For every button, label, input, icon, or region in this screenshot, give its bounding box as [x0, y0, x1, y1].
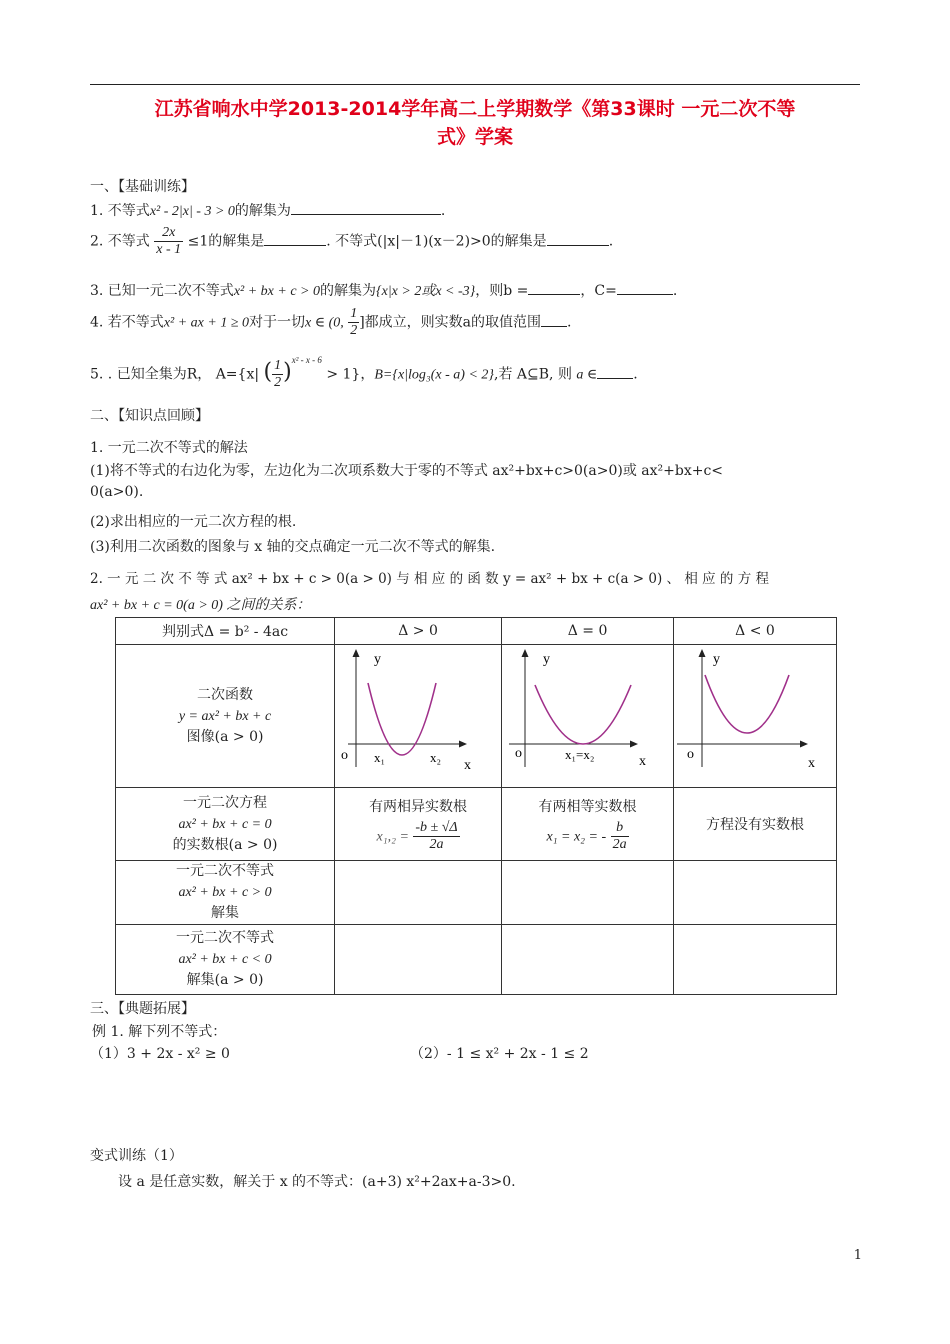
row-label: 一元二次不等式 ax² + bx + c > 0 解集 — [116, 861, 335, 925]
svg-text:x: x — [808, 756, 815, 771]
svg-text:x₁=x₂: x₁=x₂ — [565, 747, 595, 762]
answer-blank[interactable] — [597, 364, 633, 379]
question-3: 3. 已知一元二次不等式x² + bx + c > 0的解集为{x|x > 2或x < -3}，则b = ，C= . — [90, 280, 677, 300]
table-header: Δ = 0 — [502, 618, 674, 645]
svg-text:x: x — [464, 758, 472, 773]
answer-blank[interactable] — [541, 312, 567, 327]
answer-cell[interactable] — [502, 861, 674, 925]
svg-text:o: o — [515, 746, 523, 761]
graph-cell — [335, 645, 502, 788]
table-header-row — [116, 618, 837, 645]
header-rule — [90, 84, 860, 85]
svg-text:x₁: x₁ — [374, 750, 386, 765]
parabola-two-roots-graph — [336, 645, 500, 783]
graph-cell — [502, 645, 674, 788]
table-header: 判别式Δ = b² - 4ac — [116, 618, 335, 645]
section3-heading: 三、【典题拓展】 — [90, 1001, 195, 1017]
roots-cell: 有两相异实数根 x₁,₂ = $\frac{-b \pm √\Delta}{2a}$ — [335, 788, 502, 861]
table-row — [116, 788, 837, 861]
question-1: 1. 不等式x² - 2|x| - 3 > 0的解集为 . — [90, 200, 445, 220]
variant-training-text: 设 a 是任意实数，解关于 x 的不等式：(a+3) x²+2ax+a-3>0. — [118, 1174, 516, 1190]
page-title-line1: 江苏省响水中学2013-2014学年高二上学期数学《第33课时 一元二次不等 — [154, 98, 796, 120]
answer-cell[interactable] — [335, 861, 502, 925]
answer-cell[interactable] — [674, 925, 837, 995]
knowledge-p3: 0(a>0). — [90, 484, 144, 500]
answer-blank[interactable] — [264, 231, 326, 246]
example-1a: （1）3 + 2x - x² ≥ 0 — [90, 1046, 230, 1062]
knowledge-p5: (3)利用二次函数的图象与 x 轴的交点确定一元二次不等式的解集. — [90, 539, 496, 555]
fraction: $\frac{1}{2}$ — [350, 306, 358, 338]
answer-blank[interactable] — [528, 280, 580, 295]
svg-text:o: o — [341, 748, 349, 763]
fraction: $\frac{2x}{x - 1}$ — [156, 225, 182, 257]
row-label: 二次函数 y = ax² + bx + c 图像(a > 0) — [116, 645, 335, 788]
knowledge-p1: 1. 一元二次不等式的解法 — [90, 440, 248, 456]
knowledge-p2: (1)将不等式的右边化为零，左边化为二次项系数大于零的不等式 ax²+bx+c>0(a>0)或 ax²+bx+c< — [90, 463, 724, 479]
page-number: 1 — [853, 1248, 862, 1263]
row-label: 一元二次方程 ax² + bx + c = 0 的实数根(a > 0) — [116, 788, 335, 861]
discriminant-table — [115, 617, 837, 995]
knowledge-p7: ax² + bx + c = 0(a > 0) 之间的关系： — [90, 598, 311, 613]
answer-cell[interactable] — [674, 861, 837, 925]
table-row — [116, 925, 837, 995]
parabola-no-root-graph — [675, 645, 835, 783]
svg-text:x₂: x₂ — [430, 750, 442, 765]
answer-blank[interactable] — [291, 200, 441, 215]
svg-text:y: y — [543, 652, 551, 667]
roots-cell: 方程没有实数根 — [674, 788, 837, 861]
svg-text:x: x — [639, 754, 647, 769]
parabola-one-root-graph — [503, 645, 672, 783]
svg-text:y: y — [713, 652, 720, 667]
question-2: 2. 不等式 $\frac{2x}{x - 1}$ ≤1的解集是 . 不等式(|x|－1)(x－2)>0的解集是 . — [90, 225, 614, 257]
table-header: Δ < 0 — [674, 618, 837, 645]
knowledge-p4: (2)求出相应的一元二次方程的根. — [90, 514, 297, 530]
table-row — [116, 645, 837, 788]
answer-cell[interactable] — [335, 925, 502, 995]
answer-cell[interactable] — [502, 925, 674, 995]
knowledge-p6: 2. 一 元 二 次 不 等 式 ax² + bx + c > 0(a > 0) 与 相 应 的 函 数 y = ax² + bx + c(a > 0) 、 相 应 的 方 程 — [90, 571, 769, 587]
roots-cell: 有两相等实数根 x₁ = x₂ = - $\frac{b}{2a}$ — [502, 788, 674, 861]
example-1-title: 例 1. 解下列不等式： — [92, 1024, 227, 1040]
svg-text:y: y — [374, 652, 382, 667]
section1-heading: 一、【基础训练】 — [90, 179, 195, 195]
question-5: 5. . 已知全集为R， A={x| ( $\frac{1}{2}$ )$^{x^2 - x - 6}$ > 1}，B={x|log₃(x - a) < 2},若 A⊆B, 则 a ∈ . — [90, 354, 638, 390]
graph-cell — [674, 645, 837, 788]
section2-heading: 二、【知识点回顾】 — [90, 408, 209, 424]
table-row — [116, 861, 837, 925]
fraction: $\frac{1}{2}$ — [274, 358, 282, 390]
table-header: Δ > 0 — [335, 618, 502, 645]
question-4: 4. 若不等式x² + ax + 1 ≥ 0对于一切x ∈ (0, $\frac{1}{2}$ ]都成立，则实数a的取值范围 . — [90, 306, 572, 338]
example-1b: （2）- 1 ≤ x² + 2x - 1 ≤ 2 — [410, 1046, 589, 1062]
page-title-line2: 式》学案 — [436, 126, 513, 148]
answer-blank[interactable] — [617, 280, 673, 295]
svg-text:o: o — [687, 747, 694, 762]
variant-training-title: 变式训练（1） — [90, 1148, 183, 1164]
row-label: 一元二次不等式 ax² + bx + c < 0 解集(a > 0) — [116, 925, 335, 995]
answer-blank[interactable] — [547, 231, 609, 246]
